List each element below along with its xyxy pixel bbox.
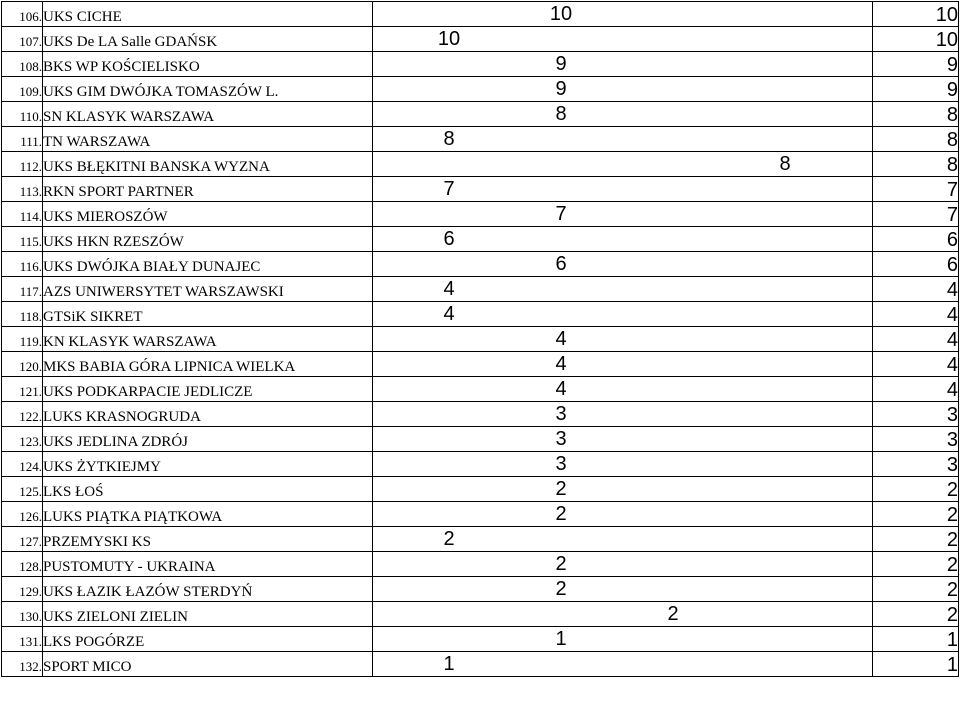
club-name: UKS DWÓJKA BIAŁY DUNAJEC [43, 252, 373, 277]
rank-number: 113. [2, 177, 43, 202]
score-value: 7 [443, 178, 455, 200]
club-name: LUKS KRASNOGRUDA [43, 402, 373, 427]
rank-number: 131. [2, 627, 43, 652]
total-points: 2 [873, 477, 959, 502]
table-row [2, 602, 959, 627]
total-points: 4 [873, 302, 959, 327]
club-name: AZS UNIWERSYTET WARSZAWSKI [43, 277, 373, 302]
table-row [2, 577, 959, 602]
rank-number: 114. [2, 202, 43, 227]
total-points: 4 [873, 352, 959, 377]
table-row [2, 427, 959, 452]
total-points: 1 [873, 627, 959, 652]
score-value: 1 [555, 628, 567, 650]
ranking-body [2, 2, 959, 677]
table-row [2, 127, 959, 152]
score-value: 6 [443, 228, 455, 250]
rank-number: 124. [2, 452, 43, 477]
total-points: 9 [873, 52, 959, 77]
club-name: TN WARSZAWA [43, 127, 373, 152]
score-value: 10 [549, 3, 573, 25]
total-points: 2 [873, 602, 959, 627]
score-value: 2 [443, 528, 455, 550]
rank-number: 127. [2, 527, 43, 552]
total-points: 10 [873, 2, 959, 27]
rank-number: 125. [2, 477, 43, 502]
score-value: 4 [555, 378, 567, 400]
points-cells [373, 377, 873, 402]
table-row [2, 227, 959, 252]
club-name: UKS HKN RZESZÓW [43, 227, 373, 252]
table-row [2, 452, 959, 477]
total-points: 8 [873, 102, 959, 127]
rank-number: 118. [2, 302, 43, 327]
table-row [2, 152, 959, 177]
table-row [2, 652, 959, 677]
rank-number: 106. [2, 2, 43, 27]
rank-number: 121. [2, 377, 43, 402]
table-row [2, 2, 959, 27]
table-row [2, 377, 959, 402]
points-cells [373, 52, 873, 77]
total-points: 10 [873, 27, 959, 52]
points-cells [373, 402, 873, 427]
score-value: 8 [555, 103, 567, 125]
points-cells [373, 202, 873, 227]
club-name: UKS GIM DWÓJKA TOMASZÓW L. [43, 77, 373, 102]
score-value: 10 [437, 28, 461, 50]
rank-number: 110. [2, 102, 43, 127]
points-cells [373, 252, 873, 277]
points-cells [373, 552, 873, 577]
rank-number: 115. [2, 227, 43, 252]
club-name: LKS ŁOŚ [43, 477, 373, 502]
club-name: UKS BŁĘKITNI BANSKA WYZNA [43, 152, 373, 177]
table-row [2, 402, 959, 427]
rank-number: 119. [2, 327, 43, 352]
points-cells [373, 227, 873, 252]
total-points: 3 [873, 402, 959, 427]
table-row [2, 527, 959, 552]
rank-number: 130. [2, 602, 43, 627]
rank-number: 128. [2, 552, 43, 577]
points-cells [373, 502, 873, 527]
club-name: UKS ZIELONI ZIELIN [43, 602, 373, 627]
club-name: UKS ŁAZIK ŁAZÓW STERDYŃ [43, 577, 373, 602]
score-value: 6 [555, 253, 567, 275]
total-points: 3 [873, 427, 959, 452]
total-points: 4 [873, 327, 959, 352]
table-row [2, 202, 959, 227]
total-points: 1 [873, 652, 959, 677]
total-points: 7 [873, 177, 959, 202]
score-value: 3 [555, 403, 567, 425]
total-points: 2 [873, 577, 959, 602]
club-name: LKS POGÓRZE [43, 627, 373, 652]
club-name: SPORT MICO [43, 652, 373, 677]
rank-number: 122. [2, 402, 43, 427]
points-cells [373, 277, 873, 302]
club-name: KN KLASYK WARSZAWA [43, 327, 373, 352]
points-cells [373, 602, 873, 627]
total-points: 7 [873, 202, 959, 227]
score-value: 2 [555, 478, 567, 500]
score-value: 7 [555, 203, 567, 225]
table-row [2, 352, 959, 377]
score-value: 3 [555, 453, 567, 475]
rank-number: 126. [2, 502, 43, 527]
club-name: BKS WP KOŚCIELISKO [43, 52, 373, 77]
table-row [2, 277, 959, 302]
score-value: 8 [779, 153, 791, 175]
table-row [2, 77, 959, 102]
points-cells [373, 577, 873, 602]
rank-number: 111. [2, 127, 43, 152]
club-name: MKS BABIA GÓRA LIPNICA WIELKA [43, 352, 373, 377]
score-value: 9 [555, 53, 567, 75]
table-row [2, 627, 959, 652]
score-value: 2 [555, 578, 567, 600]
score-value: 9 [555, 78, 567, 100]
club-name: SN KLASYK WARSZAWA [43, 102, 373, 127]
table-row [2, 477, 959, 502]
score-value: 2 [555, 553, 567, 575]
score-value: 2 [667, 603, 679, 625]
points-cells [373, 177, 873, 202]
club-name: GTSiK SIKRET [43, 302, 373, 327]
table-row [2, 177, 959, 202]
score-value: 8 [443, 128, 455, 150]
score-value: 4 [443, 303, 455, 325]
points-cells [373, 152, 873, 177]
rank-number: 116. [2, 252, 43, 277]
total-points: 3 [873, 452, 959, 477]
total-points: 2 [873, 502, 959, 527]
club-name: PUSTOMUTY - UKRAINA [43, 552, 373, 577]
club-name: RKN SPORT PARTNER [43, 177, 373, 202]
total-points: 8 [873, 152, 959, 177]
points-cells [373, 77, 873, 102]
points-cells [373, 2, 873, 27]
rank-number: 129. [2, 577, 43, 602]
club-name: UKS JEDLINA ZDRÓJ [43, 427, 373, 452]
table-row [2, 252, 959, 277]
table-row [2, 102, 959, 127]
club-name: LUKS PIĄTKA PIĄTKOWA [43, 502, 373, 527]
rank-number: 107. [2, 27, 43, 52]
score-value: 1 [443, 653, 455, 675]
club-name: UKS MIEROSZÓW [43, 202, 373, 227]
table-row [2, 302, 959, 327]
rank-number: 123. [2, 427, 43, 452]
rank-number: 120. [2, 352, 43, 377]
score-value: 4 [555, 353, 567, 375]
club-name: UKS De LA Salle GDAŃSK [43, 27, 373, 52]
points-cells [373, 477, 873, 502]
total-points: 9 [873, 77, 959, 102]
club-name: UKS ŻYTKIEJMY [43, 452, 373, 477]
table-row [2, 502, 959, 527]
total-points: 4 [873, 277, 959, 302]
points-cells [373, 302, 873, 327]
club-name: UKS PODKARPACIE JEDLICZE [43, 377, 373, 402]
points-cells [373, 627, 873, 652]
score-value: 4 [443, 278, 455, 300]
score-value: 3 [555, 428, 567, 450]
points-cells [373, 327, 873, 352]
total-points: 2 [873, 527, 959, 552]
club-name: UKS CICHE [43, 2, 373, 27]
table-row [2, 327, 959, 352]
points-cells [373, 427, 873, 452]
table-row [2, 552, 959, 577]
ranking-table [1, 1, 959, 677]
table-row [2, 27, 959, 52]
club-name: PRZEMYSKI KS [43, 527, 373, 552]
points-cells [373, 452, 873, 477]
table-row [2, 52, 959, 77]
points-cells [373, 27, 873, 52]
points-cells [373, 102, 873, 127]
points-cells [373, 127, 873, 152]
total-points: 6 [873, 227, 959, 252]
rank-number: 132. [2, 652, 43, 677]
rank-number: 108. [2, 52, 43, 77]
total-points: 8 [873, 127, 959, 152]
points-cells [373, 352, 873, 377]
total-points: 2 [873, 552, 959, 577]
rank-number: 117. [2, 277, 43, 302]
score-value: 4 [555, 328, 567, 350]
points-cells [373, 527, 873, 552]
score-value: 2 [555, 503, 567, 525]
total-points: 4 [873, 377, 959, 402]
rank-number: 112. [2, 152, 43, 177]
points-cells [373, 652, 873, 677]
rank-number: 109. [2, 77, 43, 102]
total-points: 6 [873, 252, 959, 277]
